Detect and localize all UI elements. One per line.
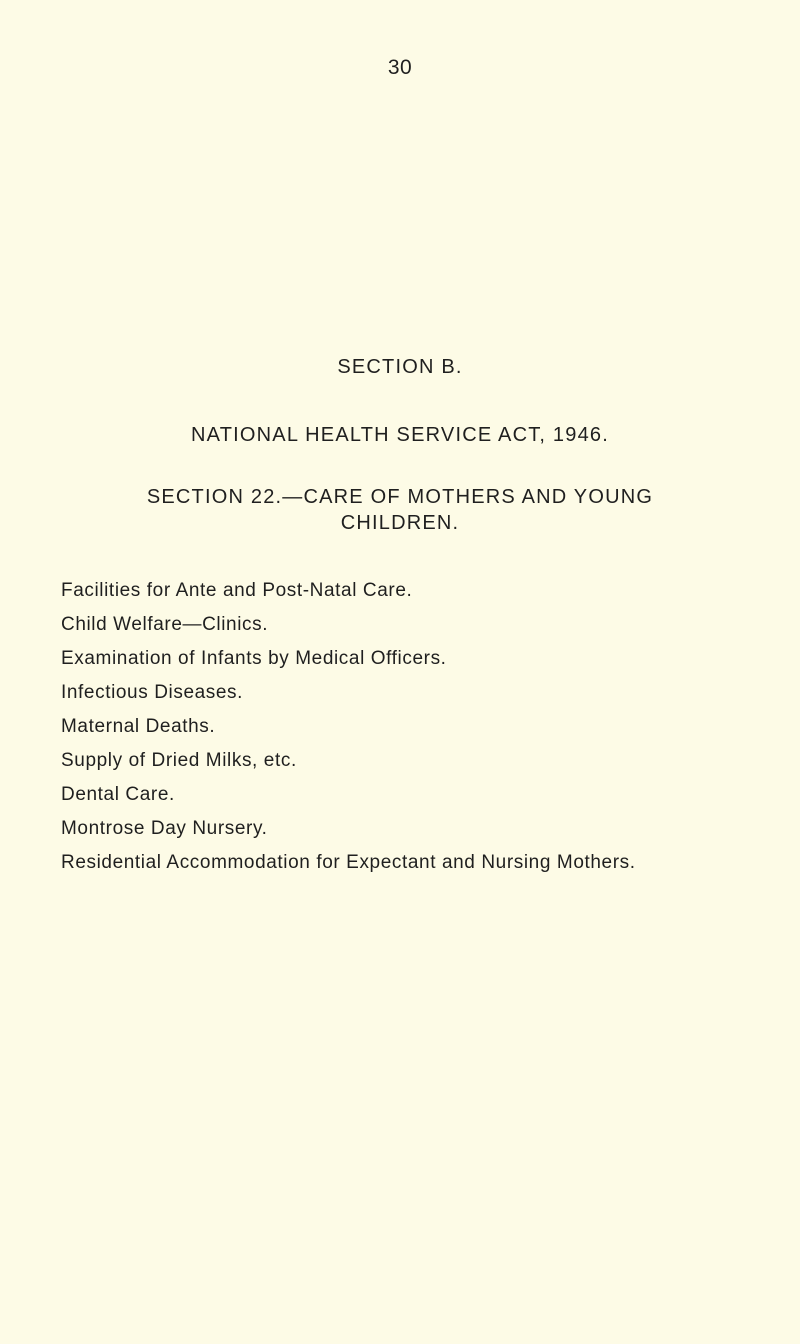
act-title: NATIONAL HEALTH SERVICE ACT, 1946. [191,424,609,446]
contents-list [61,578,781,884]
contents-item: Montrose Day Nursery. [61,818,268,839]
contents-item: Dental Care. [61,784,175,805]
section-title-line-1: SECTION 22.—CARE OF MOTHERS AND YOUNG [146,486,654,508]
contents-item: Supply of Dried Milks, etc. [61,750,297,771]
contents-item: Examination of Infants by Medical Officers. [61,648,447,669]
contents-item: Infectious Diseases. [61,682,244,703]
contents-item: Child Welfare—Clinics. [61,614,269,635]
section-title-line-2: CHILDREN. [340,512,460,534]
section-heading: SECTION B. [337,356,463,378]
contents-item: Maternal Deaths. [61,716,216,737]
contents-item: Residential Accommodation for Expectant and Nursing Mothers. [61,852,636,873]
page-number: 30 [387,56,413,79]
contents-item: Facilities for Ante and Post-Natal Care. [61,580,413,601]
